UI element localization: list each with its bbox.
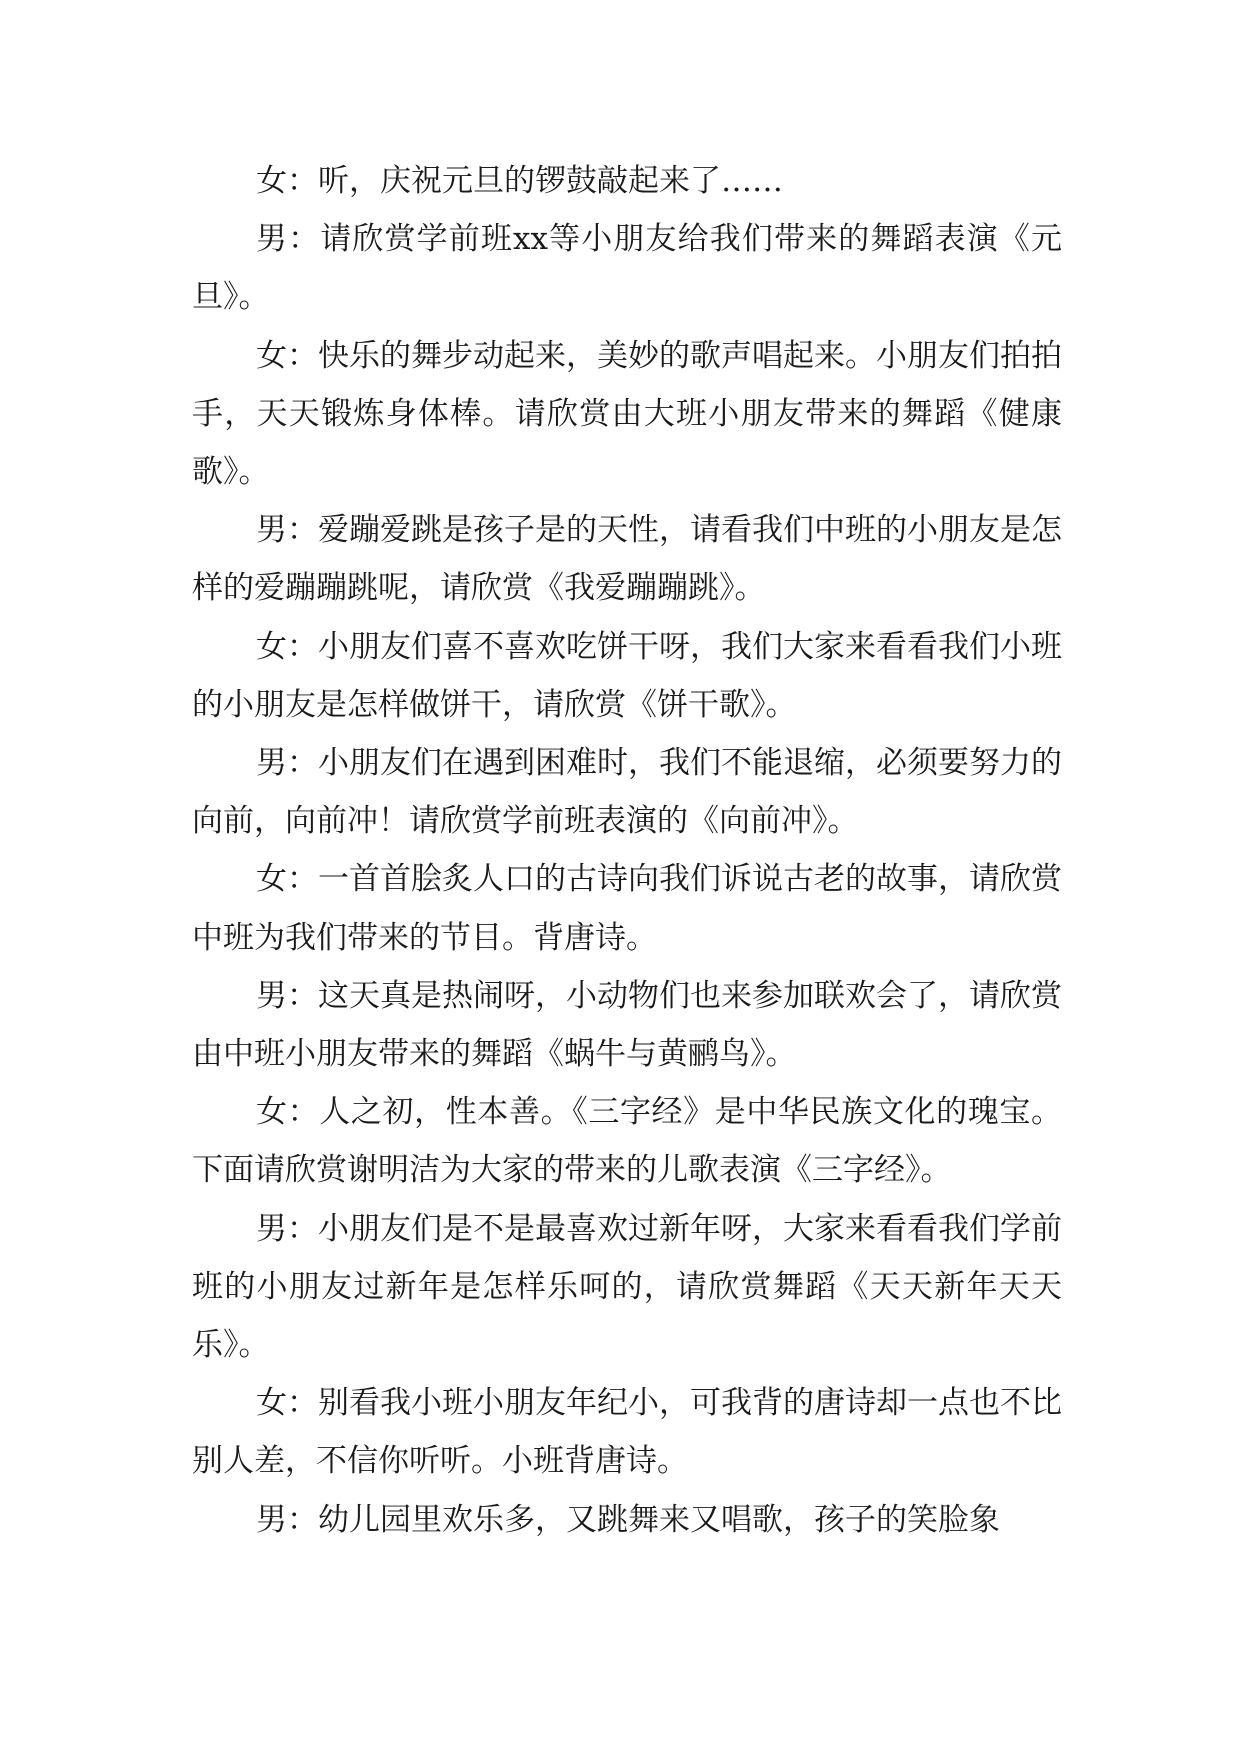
paragraph: 女：人之初，性本善。《三字经》是中华民族文化的瑰宝。下面请欣赏谢明洁为大家的带来的儿歌表演《三字经》。 xyxy=(192,1094,1062,1189)
paragraph: 女：听，庆祝元旦的锣鼓敲起来了…… xyxy=(256,163,783,199)
paragraph: 女：小朋友们喜不喜欢吃饼干呀，我们大家来看看我们小班的小朋友是怎样做饼干，请欣赏《饼干歌》。 xyxy=(192,628,1062,723)
paragraph: 女：快乐的舞步动起来，美妙的歌声唱起来。小朋友们拍拍手，天天锻炼身体棒。请欣赏由大班小朋友带来的舞蹈《健康歌》。 xyxy=(192,337,1062,491)
paragraph: 女：一首首脍炙人口的古诗向我们诉说古老的故事，请欣赏中班为我们带来的节目。背唐诗。 xyxy=(192,861,1062,956)
document-body xyxy=(192,152,1062,1549)
paragraph: 男：这天真是热闹呀，小动物们也来参加联欢会了，请欣赏由中班小朋友带来的舞蹈《蜗牛与黄鹂鸟》。 xyxy=(192,977,1062,1073)
paragraph: 男：幼儿园里欢乐多，又跳舞来又唱歌，孩子的笑脸象 xyxy=(256,1501,1000,1538)
paragraph: 女：别看我小班小朋友年纪小，可我背的唐诗却一点也不比别人差，不信你听听。小班背唐诗。 xyxy=(192,1385,1062,1480)
paragraph: 男：请欣赏学前班xx等小朋友给我们带来的舞蹈表演《元旦》。 xyxy=(192,221,1062,316)
paragraph: 男：小朋友们在遇到困难时，我们不能退缩，必须要努力的向前，向前冲！请欣赏学前班表演的《向前冲》。 xyxy=(192,745,1062,840)
paragraph: 男：小朋友们是不是最喜欢过新年呀，大家来看看我们学前班的小朋友过新年是怎样乐呵的，请欣赏舞蹈《天天新年天天乐》。 xyxy=(192,1210,1062,1364)
paragraph: 男：爱蹦爱跳是孩子是的天性，请看我们中班的小朋友是怎样的爱蹦蹦跳呢，请欣赏《我爱蹦蹦跳》。 xyxy=(192,512,1062,607)
